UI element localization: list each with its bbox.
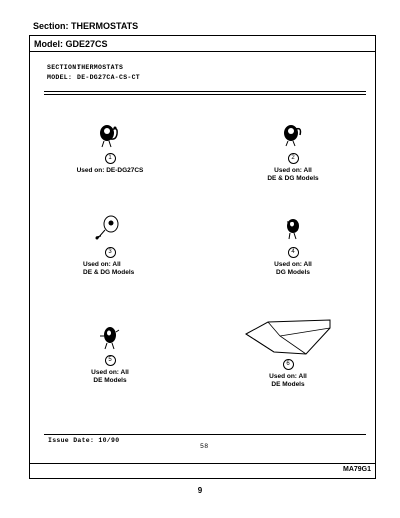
part-6 — [218, 316, 358, 389]
used-on-text: Used on: All DE Models — [91, 369, 129, 384]
part-2 — [238, 120, 348, 183]
model-title: Model: GDE27CS — [30, 36, 375, 52]
part-1 — [55, 120, 165, 175]
thermostat-icon — [273, 214, 313, 244]
typed-model-value: DE-DG27CA-CS-CT — [77, 74, 141, 81]
thermostat-icon — [273, 120, 313, 150]
thermostat-icon — [90, 120, 130, 150]
part-4 — [238, 214, 348, 277]
used-on-text: Used on: All DE & DG Models — [267, 167, 319, 182]
part-5 — [55, 322, 165, 385]
issue-date: Issue Date: 10/90 — [48, 437, 120, 444]
footer-rule — [44, 434, 366, 435]
part-number: 4 — [288, 247, 299, 258]
typed-section-label: SECTION: — [47, 64, 81, 71]
part-number: 6 — [283, 359, 294, 370]
used-on-text: Used on: All DE Models — [269, 373, 307, 388]
used-on-text: Used on: DE-DG27CS — [76, 167, 144, 174]
section-title: Section: THERMOSTATS — [33, 21, 139, 31]
sheet-code: 58 — [200, 443, 209, 450]
typed-section-value: THERMOSTATS — [77, 64, 124, 71]
used-on-text: Used on: All DE & DG Models — [83, 261, 135, 276]
page-number: 9 — [197, 486, 203, 495]
used-on-text: Used on: All DG Models — [274, 261, 312, 276]
part-3 — [55, 214, 165, 277]
page-frame — [29, 35, 376, 479]
part-number: 5 — [105, 355, 116, 366]
thermostat-icon — [90, 322, 130, 352]
thermostat-cover-icon — [238, 316, 338, 356]
part-number: 3 — [105, 247, 116, 258]
typed-model-label: MODEL: — [47, 74, 73, 81]
part-number: 2 — [288, 153, 299, 164]
part-number: 1 — [105, 153, 116, 164]
thermostat-icon — [90, 214, 130, 244]
doc-code: MA79G1 — [342, 466, 371, 473]
header-rule — [44, 91, 366, 97]
bottom-rule — [30, 463, 375, 464]
